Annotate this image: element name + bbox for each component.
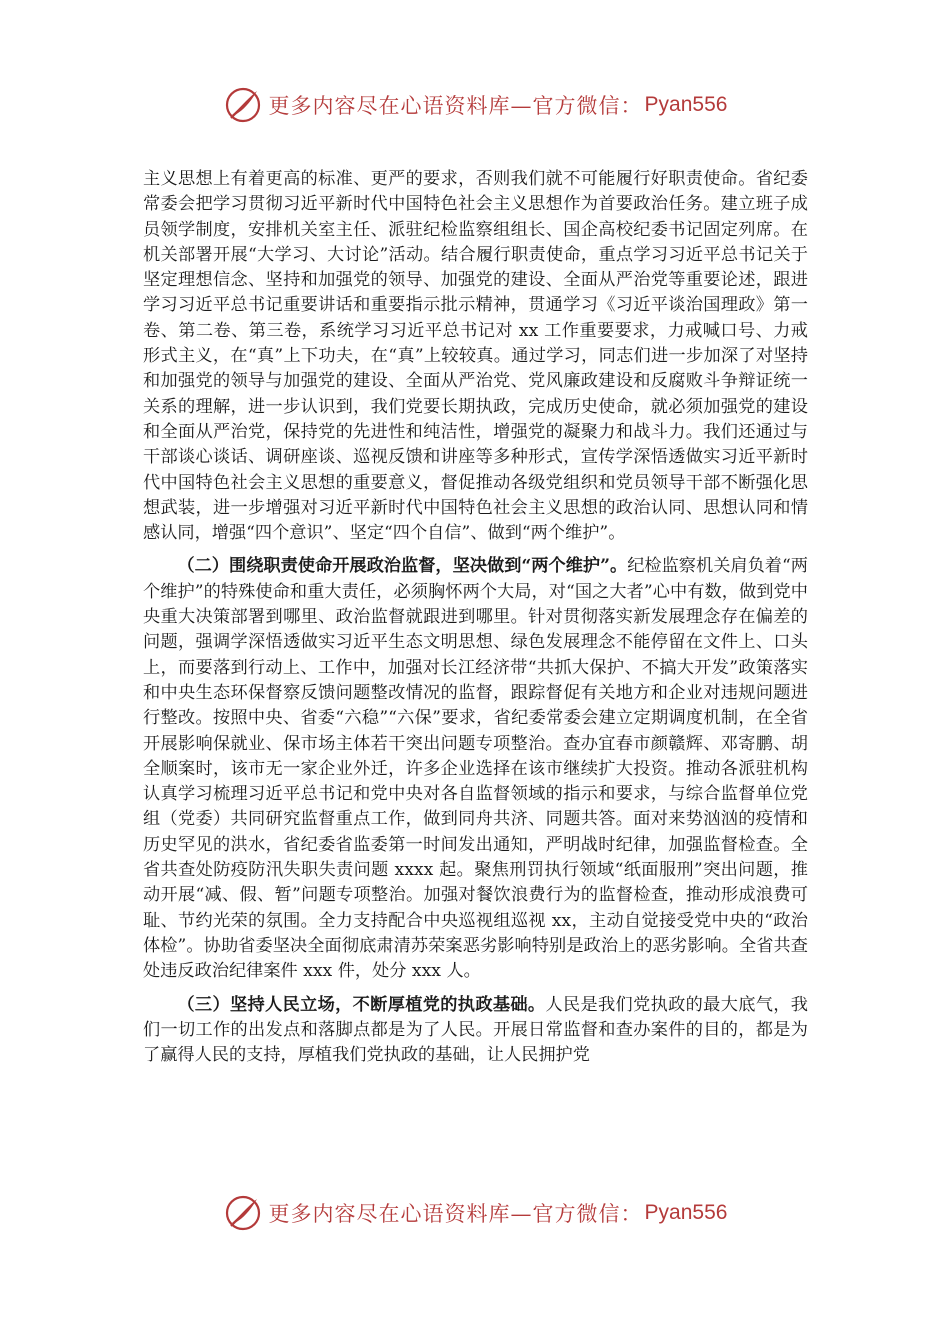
paragraph-2-heading: （二）围绕职责使命开展政治监督，坚决做到“两个维护”。 — [177, 556, 628, 577]
paragraph-2-text: 纪检监察机关肩负着“两个维护”的特殊使命和重大责任，必须胸怀两个大局，对“国之大者”心中有数，做到党中央重大决策部署到哪里、政治监督就跟进到哪里。针对贯彻落实新发展理念存在偏差的问题，强调学深悟透做实习近平生态文明思想、绿色发展理念不能停留在文件上、口头上，而要落到行动上、工作中，加强对长江经济带“共抓大保护、不搞大开发”政策落实和中央生态环保督察反馈问题整改情况的监督，跟踪督促有关地方和企业对违规问题进行整改。按照中央、省委“六稳”“六保”要求，省纪委常委会建立定期调度机制，在全省开展影响保就业、保市场主体若干突出问题专项整治。查办宜春市颜赣辉、邓寄鹏、胡全顺案时，该市无一家企业外迁，许多企业选择在该市继续扩大投资。推动各派驻机构认真学习梳理习近平总书记和党中央对各自监督领域的指示和要求，与综合监督单位党组（党委）共同研究监督重点工作，做到同舟共济、同题共答。面对来势汹汹的疫情和历史罕见的洪水，省纪委省监委第一时间发出通知，严明战时纪律，加强监督检查。全省共查处防疫防汛失职失责问题 xxxx 起。聚焦刑罚执行领域“纸面服刑”突出问题，推动开展“减、假、暂”问题专项整治。加强对餐饮浪费行为的监督检查，推动形成浪费可耻、节约光荣的氛围。全力支持配合中央巡视组巡视 xx，主动自觉接受党中央的“政治体检”。协助省委坚决全面彻底肃清苏荣案恶劣影响特别是政治上的恶劣影响。全省共查处违反政治纪律案件 xxx 件，处分 xxx 人。 — [143, 556, 808, 982]
watermark-banner-bottom — [0, 1188, 950, 1238]
paragraph-1-text: 主义思想上有着更高的标准、更严的要求，否则我们就不可能履行好职责使命。省纪委常委会把学习贯彻习近平新时代中国特色社会主义思想作为首要政治任务。建立班子成员领学制度，安排机关室主任、派驻纪检监察组组长、国企高校纪委书记固定列席。在机关部署开展“大学习、大讨论”活动。结合履行职责使命，重点学习习近平总书记关于坚定理想信念、坚持和加强党的领导、加强党的建设、全面从严治党等重要论述，跟进学习习近平总书记重要讲话和重要指示批示精神，贯通学习《习近平谈治国理政》第一卷、第二卷、第三卷，系统学习习近平总书记对 xx 工作重要要求，力戒喊口号、力戒形式主义，在“真”上下功夫，在“真”上较较真。通过学习，同志们进一步加深了对坚持和加强党的领导与加强党的建设、全面从严治党、党风廉政建设和反腐败斗争辩证统一关系的理解，进一步认识到，我们党要长期执政，完成历史使命，就必须加强党的建设和全面从严治党，保持党的先进性和纯洁性，增强党的凝聚力和战斗力。我们还通过与干部谈心谈话、调研座谈、巡视反馈和讲座等多种形式，宣传学深悟透做实习近平新时代中国特色社会主义思想的重要意义，督促推动各级党组织和党员领导干部不断强化思想武装，进一步增强对习近平新时代中国特色社会主义思想的政治认同、思想认同和情感认同，增强“四个意识”、坚定“四个自信”、做到“两个维护”。 — [143, 169, 808, 544]
paragraph-1 — [143, 167, 808, 546]
document-body — [143, 167, 808, 1076]
quill-logo-icon — [223, 85, 263, 125]
paragraph-3-heading: （三）坚持人民立场，不断厚植党的执政基础。 — [177, 994, 546, 1015]
paragraph-3-text: 人民是我们党执政的最大底气，我们一切工作的出发点和落脚点都是为了人民。开展日常监督和查办案件的目的，都是为了赢得人民的支持，厚植我们党执政的基础，让人民拥护党 — [143, 994, 808, 1066]
paragraph-2 — [143, 554, 808, 984]
quill-logo-icon — [223, 1193, 263, 1233]
watermark-wechat-id: Pyan556 — [644, 1201, 728, 1224]
watermark-wechat-id: Pyan556 — [644, 93, 728, 116]
watermark-text: 更多内容尽在心语资料库—官方微信： — [268, 94, 643, 118]
watermark-banner-top — [0, 80, 950, 130]
paragraph-3 — [143, 993, 808, 1069]
watermark-text: 更多内容尽在心语资料库—官方微信： — [268, 1202, 643, 1226]
